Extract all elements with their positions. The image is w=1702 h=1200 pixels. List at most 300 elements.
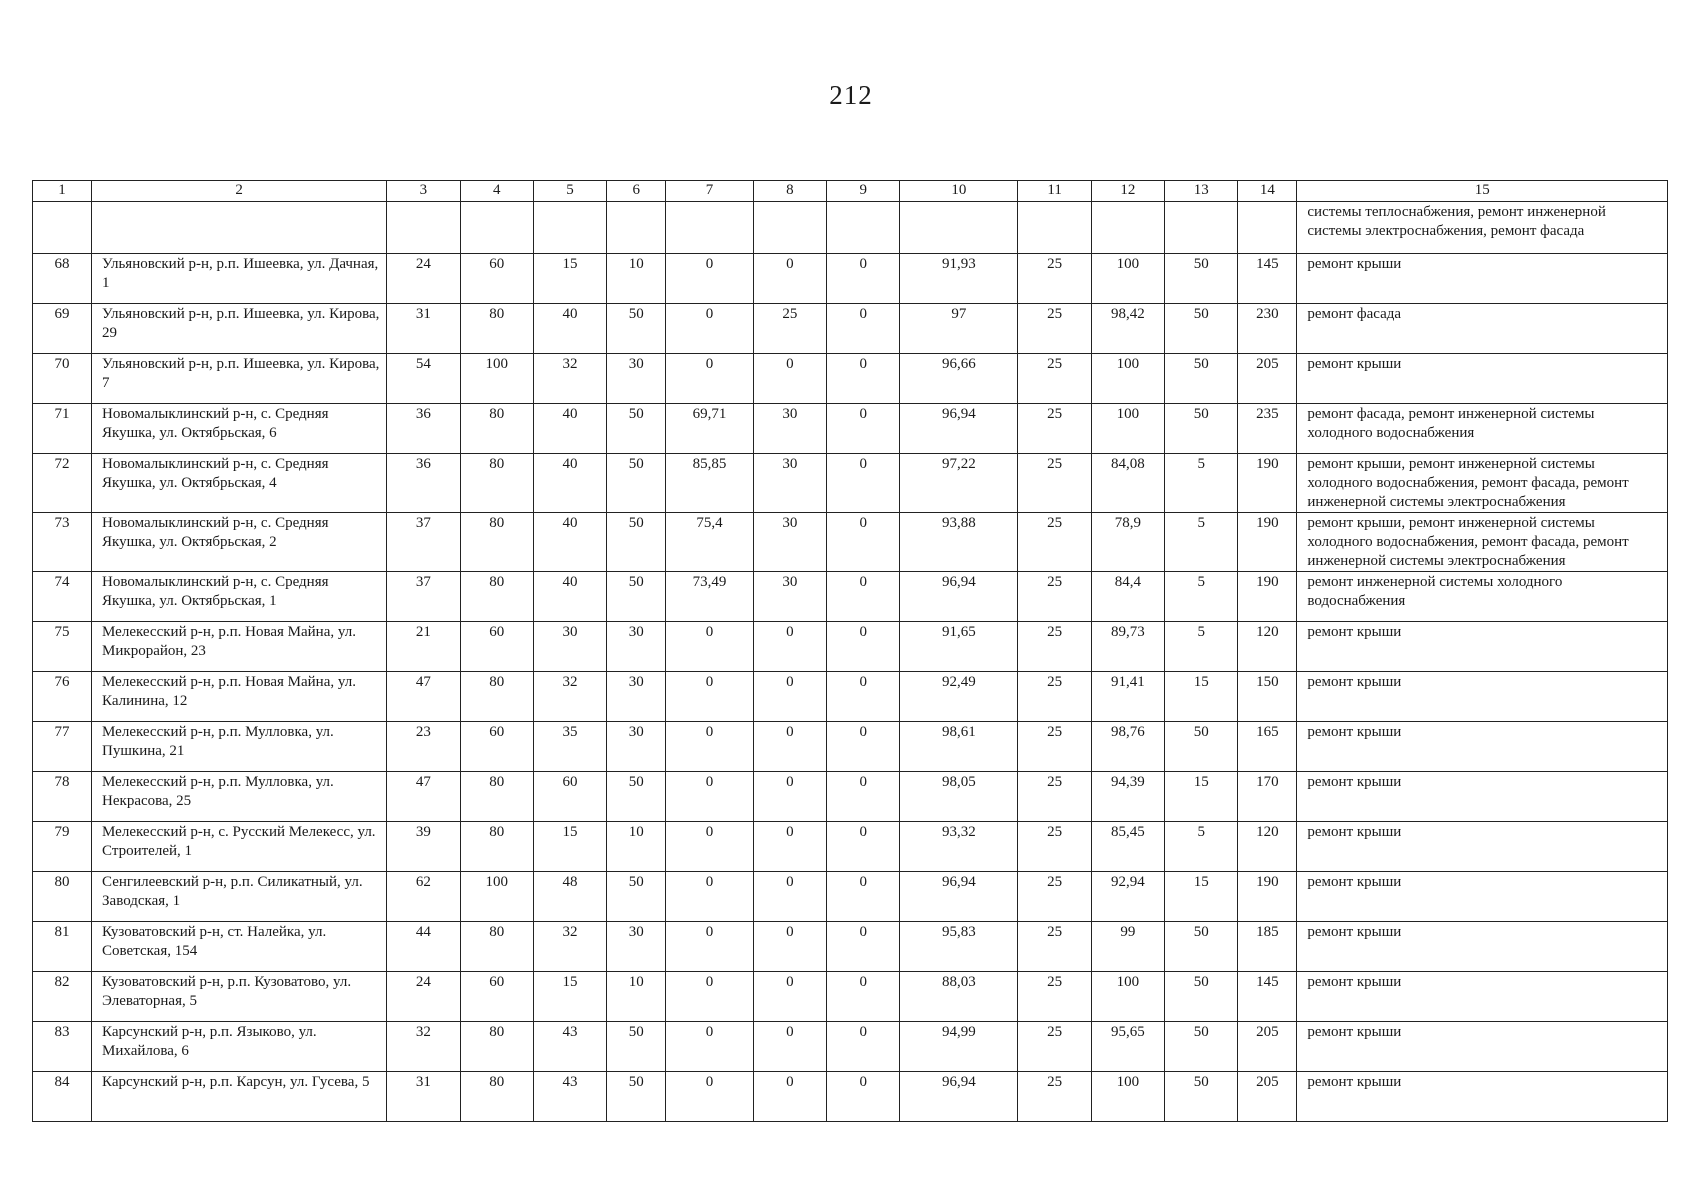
value-cell-14: 205 [1238,354,1297,404]
value-cell-5: 40 [533,572,606,622]
column-header-10: 10 [900,181,1018,202]
value-cell-5: 35 [533,722,606,772]
work-description-cell: ремонт крыши [1297,622,1668,672]
value-cell-7: 75,4 [666,513,754,572]
row-number-cell: 78 [33,772,92,822]
value-cell-4: 80 [460,304,533,354]
value-cell-10: 96,66 [900,354,1018,404]
value-cell-11: 25 [1018,622,1091,672]
address-cell: Новомалыклинский р-н, с. Средняя Якушка, ул. Октябрьская, 1 [92,572,387,622]
address-cell: Новомалыклинский р-н, с. Средняя Якушка, ул. Октябрьская, 6 [92,404,387,454]
cell [607,202,666,254]
address-cell: Кузоватовский р-н, р.п. Кузоватово, ул. Элеваторная, 5 [92,972,387,1022]
value-cell-8: 0 [753,772,826,822]
value-cell-7: 69,71 [666,404,754,454]
table-row [33,722,1668,772]
value-cell-14: 145 [1238,254,1297,304]
value-cell-3: 24 [387,972,460,1022]
value-cell-8: 0 [753,254,826,304]
value-cell-4: 100 [460,872,533,922]
value-cell-6: 30 [607,354,666,404]
value-cell-13: 50 [1165,1022,1238,1072]
value-cell-11: 25 [1018,722,1091,772]
value-cell-5: 60 [533,772,606,822]
row-number-cell: 69 [33,304,92,354]
row-number-cell: 74 [33,572,92,622]
table-row [33,922,1668,972]
value-cell-5: 40 [533,404,606,454]
address-cell: Ульяновский р-н, р.п. Ишеевка, ул. Дачная, 1 [92,254,387,304]
value-cell-8: 0 [753,1072,826,1122]
value-cell-14: 235 [1238,404,1297,454]
value-cell-5: 40 [533,513,606,572]
value-cell-10: 98,05 [900,772,1018,822]
column-header-9: 9 [827,181,900,202]
value-cell-4: 80 [460,404,533,454]
registry-table [32,180,1668,1122]
value-cell-13: 50 [1165,254,1238,304]
table-row [33,454,1668,513]
cell [1165,202,1238,254]
value-cell-12: 100 [1091,254,1164,304]
value-cell-7: 73,49 [666,572,754,622]
value-cell-8: 30 [753,513,826,572]
work-description-cell: ремонт крыши, ремонт инженерной системы холодного водоснабжения, ремонт фасада, ремонт инженерной системы электроснабжения [1297,513,1668,572]
value-cell-5: 15 [533,254,606,304]
work-description-cell: ремонт крыши [1297,872,1668,922]
column-header-2: 2 [92,181,387,202]
value-cell-7: 0 [666,1072,754,1122]
value-cell-14: 190 [1238,454,1297,513]
cell [460,202,533,254]
work-description-cell: ремонт крыши [1297,722,1668,772]
value-cell-7: 0 [666,772,754,822]
work-description-cell: ремонт инженерной системы холодного водоснабжения [1297,572,1668,622]
value-cell-9: 0 [827,622,900,672]
row-number-cell: 75 [33,622,92,672]
value-cell-8: 0 [753,1022,826,1072]
value-cell-13: 50 [1165,722,1238,772]
value-cell-13: 50 [1165,972,1238,1022]
value-cell-9: 0 [827,254,900,304]
value-cell-5: 43 [533,1072,606,1122]
value-cell-11: 25 [1018,254,1091,304]
work-description-cell: ремонт крыши [1297,772,1668,822]
address-cell: Мелекесский р-н, р.п. Мулловка, ул. Некрасова, 25 [92,772,387,822]
cell [387,202,460,254]
value-cell-3: 47 [387,672,460,722]
value-cell-13: 50 [1165,354,1238,404]
value-cell-14: 190 [1238,572,1297,622]
value-cell-13: 15 [1165,672,1238,722]
value-cell-12: 92,94 [1091,872,1164,922]
value-cell-6: 10 [607,822,666,872]
value-cell-10: 94,99 [900,1022,1018,1072]
value-cell-14: 230 [1238,304,1297,354]
value-cell-6: 10 [607,972,666,1022]
value-cell-3: 31 [387,1072,460,1122]
value-cell-6: 30 [607,722,666,772]
value-cell-7: 0 [666,622,754,672]
table-row [33,254,1668,304]
cell [1091,202,1164,254]
value-cell-4: 80 [460,454,533,513]
column-header-6: 6 [607,181,666,202]
table-row [33,672,1668,722]
table-row [33,404,1668,454]
value-cell-7: 0 [666,354,754,404]
column-header-5: 5 [533,181,606,202]
value-cell-9: 0 [827,772,900,822]
value-cell-14: 145 [1238,972,1297,1022]
cell [666,202,754,254]
value-cell-13: 50 [1165,1072,1238,1122]
row-number-cell: 70 [33,354,92,404]
value-cell-7: 0 [666,822,754,872]
value-cell-4: 80 [460,1072,533,1122]
value-cell-5: 48 [533,872,606,922]
row-number-cell: 71 [33,404,92,454]
table-row [33,772,1668,822]
value-cell-14: 150 [1238,672,1297,722]
value-cell-8: 0 [753,922,826,972]
value-cell-9: 0 [827,722,900,772]
value-cell-9: 0 [827,354,900,404]
value-cell-9: 0 [827,822,900,872]
value-cell-9: 0 [827,304,900,354]
value-cell-11: 25 [1018,304,1091,354]
value-cell-3: 36 [387,404,460,454]
value-cell-13: 5 [1165,454,1238,513]
value-cell-10: 96,94 [900,404,1018,454]
cell [33,202,92,254]
row-number-cell: 82 [33,972,92,1022]
column-header-13: 13 [1165,181,1238,202]
work-description-cell: ремонт крыши [1297,822,1668,872]
value-cell-13: 5 [1165,822,1238,872]
cell [1018,202,1091,254]
value-cell-4: 80 [460,672,533,722]
value-cell-11: 25 [1018,772,1091,822]
value-cell-5: 40 [533,454,606,513]
value-cell-3: 36 [387,454,460,513]
value-cell-6: 30 [607,922,666,972]
value-cell-10: 95,83 [900,922,1018,972]
value-cell-7: 85,85 [666,454,754,513]
value-cell-7: 0 [666,254,754,304]
value-cell-12: 94,39 [1091,772,1164,822]
value-cell-4: 60 [460,254,533,304]
value-cell-13: 15 [1165,772,1238,822]
value-cell-7: 0 [666,972,754,1022]
address-cell: Ульяновский р-н, р.п. Ишеевка, ул. Кирова, 7 [92,354,387,404]
row-number-cell: 83 [33,1022,92,1072]
value-cell-5: 43 [533,1022,606,1072]
value-cell-12: 98,76 [1091,722,1164,772]
value-cell-12: 95,65 [1091,1022,1164,1072]
value-cell-12: 78,9 [1091,513,1164,572]
value-cell-9: 0 [827,572,900,622]
row-number-cell: 80 [33,872,92,922]
value-cell-6: 50 [607,454,666,513]
value-cell-3: 37 [387,572,460,622]
value-cell-14: 170 [1238,772,1297,822]
value-cell-9: 0 [827,513,900,572]
value-cell-12: 98,42 [1091,304,1164,354]
value-cell-10: 92,49 [900,672,1018,722]
value-cell-5: 30 [533,622,606,672]
value-cell-4: 60 [460,972,533,1022]
work-description-cell: ремонт крыши [1297,1022,1668,1072]
column-header-4: 4 [460,181,533,202]
table-row [33,1072,1668,1122]
value-cell-3: 24 [387,254,460,304]
value-cell-11: 25 [1018,672,1091,722]
value-cell-3: 47 [387,772,460,822]
work-description-cell: ремонт крыши [1297,922,1668,972]
work-description-cell: ремонт крыши [1297,254,1668,304]
header-row [33,181,1668,202]
value-cell-11: 25 [1018,922,1091,972]
value-cell-9: 0 [827,872,900,922]
value-cell-8: 0 [753,354,826,404]
work-description-cell: ремонт фасада [1297,304,1668,354]
value-cell-4: 60 [460,622,533,672]
address-cell: Карсунский р-н, р.п. Карсун, ул. Гусева, 5 [92,1072,387,1122]
value-cell-7: 0 [666,872,754,922]
value-cell-13: 50 [1165,922,1238,972]
row-number-cell: 84 [33,1072,92,1122]
value-cell-11: 25 [1018,513,1091,572]
work-description-cell: ремонт фасада, ремонт инженерной системы холодного водоснабжения [1297,404,1668,454]
address-cell: Карсунский р-н, р.п. Языково, ул. Михайлова, 6 [92,1022,387,1072]
value-cell-12: 100 [1091,972,1164,1022]
value-cell-10: 93,32 [900,822,1018,872]
column-header-14: 14 [1238,181,1297,202]
value-cell-11: 25 [1018,354,1091,404]
value-cell-4: 80 [460,822,533,872]
value-cell-8: 0 [753,672,826,722]
column-header-15: 15 [1297,181,1668,202]
value-cell-3: 54 [387,354,460,404]
value-cell-4: 60 [460,722,533,772]
cell [827,202,900,254]
row-number-cell: 81 [33,922,92,972]
value-cell-8: 0 [753,872,826,922]
value-cell-9: 0 [827,454,900,513]
value-cell-12: 100 [1091,354,1164,404]
address-cell: Сенгилеевский р-н, р.п. Силикатный, ул. Заводская, 1 [92,872,387,922]
value-cell-12: 100 [1091,1072,1164,1122]
value-cell-6: 50 [607,513,666,572]
value-cell-12: 85,45 [1091,822,1164,872]
value-cell-6: 10 [607,254,666,304]
value-cell-6: 50 [607,772,666,822]
value-cell-14: 190 [1238,513,1297,572]
address-cell: Ульяновский р-н, р.п. Ишеевка, ул. Кирова, 29 [92,304,387,354]
value-cell-3: 39 [387,822,460,872]
value-cell-4: 80 [460,772,533,822]
value-cell-5: 32 [533,672,606,722]
value-cell-11: 25 [1018,872,1091,922]
address-cell: Кузоватовский р-н, ст. Налейка, ул. Советская, 154 [92,922,387,972]
table-row [33,872,1668,922]
row-number-cell: 68 [33,254,92,304]
value-cell-4: 80 [460,513,533,572]
value-cell-12: 91,41 [1091,672,1164,722]
value-cell-4: 80 [460,922,533,972]
value-cell-13: 5 [1165,622,1238,672]
value-cell-7: 0 [666,922,754,972]
value-cell-3: 31 [387,304,460,354]
value-cell-14: 120 [1238,822,1297,872]
value-cell-6: 50 [607,1072,666,1122]
value-cell-8: 30 [753,572,826,622]
value-cell-9: 0 [827,672,900,722]
cell [533,202,606,254]
value-cell-10: 91,93 [900,254,1018,304]
value-cell-10: 96,94 [900,872,1018,922]
value-cell-11: 25 [1018,404,1091,454]
value-cell-7: 0 [666,722,754,772]
value-cell-9: 0 [827,922,900,972]
value-cell-9: 0 [827,1072,900,1122]
work-description-cell: ремонт крыши [1297,1072,1668,1122]
value-cell-5: 32 [533,354,606,404]
address-cell: Новомалыклинский р-н, с. Средняя Якушка, ул. Октябрьская, 2 [92,513,387,572]
value-cell-11: 25 [1018,1072,1091,1122]
row-number-cell: 76 [33,672,92,722]
cell [900,202,1018,254]
value-cell-10: 93,88 [900,513,1018,572]
column-header-1: 1 [33,181,92,202]
value-cell-10: 98,61 [900,722,1018,772]
value-cell-4: 80 [460,572,533,622]
table-row [33,822,1668,872]
work-description-cell: ремонт крыши [1297,972,1668,1022]
value-cell-6: 50 [607,404,666,454]
value-cell-3: 23 [387,722,460,772]
work-description-cell: системы теплоснабжения, ремонт инженерной системы электроснабжения, ремонт фасада [1297,202,1668,254]
value-cell-12: 84,08 [1091,454,1164,513]
address-cell: Мелекесский р-н, р.п. Новая Майна, ул. Микрорайон, 23 [92,622,387,672]
work-description-cell: ремонт крыши, ремонт инженерной системы холодного водоснабжения, ремонт фасада, ремонт инженерной системы электроснабжения [1297,454,1668,513]
value-cell-12: 84,4 [1091,572,1164,622]
row-number-cell: 73 [33,513,92,572]
column-header-11: 11 [1018,181,1091,202]
value-cell-6: 50 [607,872,666,922]
value-cell-8: 0 [753,622,826,672]
value-cell-6: 50 [607,304,666,354]
value-cell-13: 5 [1165,513,1238,572]
table-row [33,304,1668,354]
value-cell-4: 100 [460,354,533,404]
value-cell-10: 97 [900,304,1018,354]
value-cell-3: 44 [387,922,460,972]
value-cell-6: 30 [607,622,666,672]
row-number-cell: 79 [33,822,92,872]
value-cell-3: 62 [387,872,460,922]
value-cell-3: 37 [387,513,460,572]
column-header-8: 8 [753,181,826,202]
value-cell-8: 0 [753,722,826,772]
value-cell-3: 21 [387,622,460,672]
continuation-row [33,202,1668,254]
value-cell-8: 30 [753,404,826,454]
table-row [33,354,1668,404]
address-cell: Новомалыклинский р-н, с. Средняя Якушка, ул. Октябрьская, 4 [92,454,387,513]
value-cell-14: 185 [1238,922,1297,972]
value-cell-5: 40 [533,304,606,354]
table-row [33,572,1668,622]
value-cell-8: 25 [753,304,826,354]
value-cell-6: 30 [607,672,666,722]
value-cell-11: 25 [1018,572,1091,622]
value-cell-12: 89,73 [1091,622,1164,672]
value-cell-14: 190 [1238,872,1297,922]
value-cell-9: 0 [827,1022,900,1072]
value-cell-5: 15 [533,822,606,872]
value-cell-4: 80 [460,1022,533,1072]
value-cell-12: 100 [1091,404,1164,454]
column-header-7: 7 [666,181,754,202]
table-row [33,513,1668,572]
value-cell-7: 0 [666,1022,754,1072]
value-cell-10: 91,65 [900,622,1018,672]
value-cell-9: 0 [827,972,900,1022]
cell [1238,202,1297,254]
column-header-3: 3 [387,181,460,202]
value-cell-7: 0 [666,672,754,722]
value-cell-8: 30 [753,454,826,513]
value-cell-14: 165 [1238,722,1297,772]
value-cell-8: 0 [753,822,826,872]
table-row [33,972,1668,1022]
address-cell: Мелекесский р-н, р.п. Мулловка, ул. Пушкина, 21 [92,722,387,772]
table-row [33,622,1668,672]
row-number-cell: 77 [33,722,92,772]
cell [753,202,826,254]
value-cell-7: 0 [666,304,754,354]
table-body [33,202,1668,1122]
work-description-cell: ремонт крыши [1297,354,1668,404]
work-description-cell: ремонт крыши [1297,672,1668,722]
value-cell-11: 25 [1018,454,1091,513]
page-number: 212 [829,80,873,110]
value-cell-6: 50 [607,572,666,622]
value-cell-11: 25 [1018,822,1091,872]
cell [92,202,387,254]
value-cell-5: 32 [533,922,606,972]
value-cell-10: 96,94 [900,1072,1018,1122]
value-cell-11: 25 [1018,972,1091,1022]
value-cell-10: 88,03 [900,972,1018,1022]
row-number-cell: 72 [33,454,92,513]
table-row [33,1022,1668,1072]
value-cell-14: 205 [1238,1022,1297,1072]
value-cell-12: 99 [1091,922,1164,972]
value-cell-13: 50 [1165,304,1238,354]
value-cell-8: 0 [753,972,826,1022]
value-cell-11: 25 [1018,1022,1091,1072]
value-cell-10: 97,22 [900,454,1018,513]
address-cell: Мелекесский р-н, р.п. Новая Майна, ул. Калинина, 12 [92,672,387,722]
address-cell: Мелекесский р-н, с. Русский Мелекесс, ул. Строителей, 1 [92,822,387,872]
value-cell-13: 5 [1165,572,1238,622]
value-cell-3: 32 [387,1022,460,1072]
value-cell-13: 15 [1165,872,1238,922]
value-cell-5: 15 [533,972,606,1022]
